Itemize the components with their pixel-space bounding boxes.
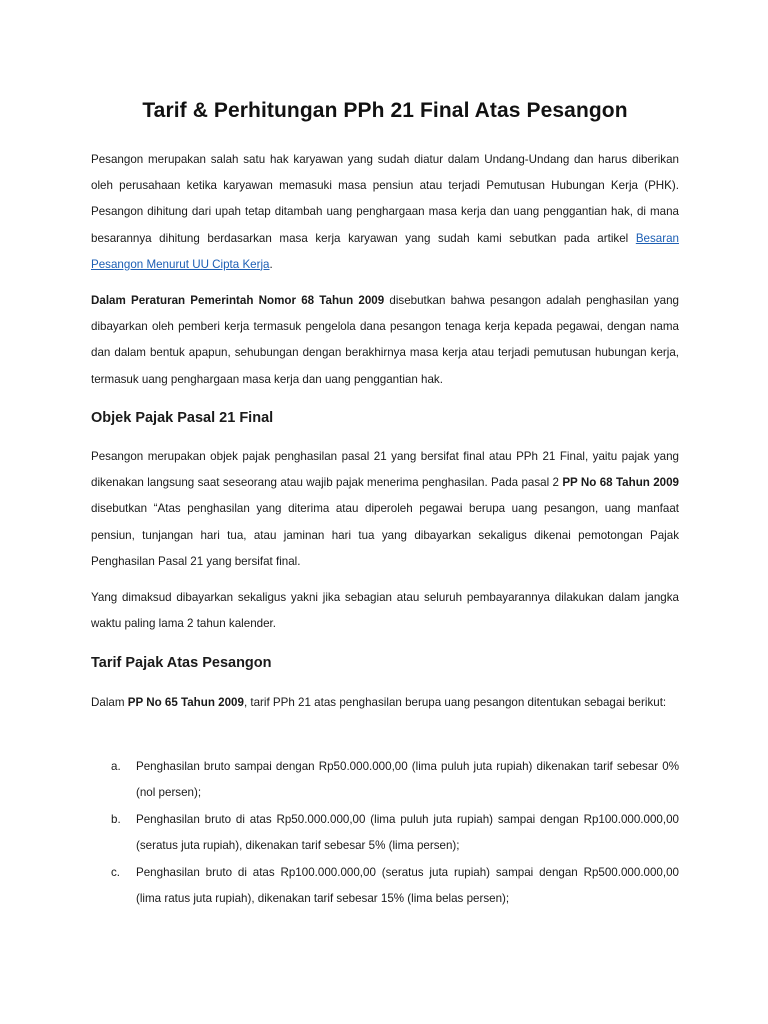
paragraph-tarif-text-2: , tarif PPh 21 atas penghasilan berupa uang pesangon ditentukan sebagai berikut: [243,696,667,709]
paragraph-definition [91,288,679,393]
regulation-reference: PP No 68 Tahun 2009 [562,476,679,490]
article-link[interactable]: Besaran Pesangon Menurut UU Cipta Kerja [91,231,679,271]
list-item [111,807,679,859]
paragraph-intro-text: Pesangon merupakan salah satu hak karyawan yang sudah diatur dalam Undang-Undang dan harus diberikan oleh perusahaan ketika karyawan memasuki masa pensiun atau terjadi Pemutusan Hubungan Kerja (PHK). Pesangon dihitung dari upah tetap ditambah uang penghargaan masa kerja dan uang penggantian hak, di mana besarannya dihitung berdasarkan masa kerja karyawan yang sudah kami sebutkan pada artikel [91,153,679,245]
list-item-text: Penghasilan bruto sampai dengan Rp50.000.000,00 (lima puluh juta rupiah) dikenakan tarif sebesar 0% (nol persen); [136,760,679,799]
paragraph-intro [91,147,679,278]
page-title: Tarif & Perhitungan PPh 21 Final Atas Pesangon [142,99,628,122]
paragraph-tarif [91,690,679,716]
tarif-list [111,754,679,913]
list-item-text: Penghasilan bruto di atas Rp100.000.000,00 (seratus juta rupiah) sampai dengan Rp500.000.000,00 (lima ratus juta rupiah), dikenakan tarif sebesar 15% (lima belas persen); [136,866,679,905]
heading-objek-pajak: Objek Pajak Pasal 21 Final [91,410,274,426]
list-marker: c. [111,866,121,879]
list-marker: a. [111,760,121,773]
list-item-text: Penghasilan bruto di atas Rp50.000.000,00 (lima puluh juta rupiah) sampai dengan Rp100.000.000,00 (seratus juta rupiah), dikenakan tarif sebesar 5% (lima persen); [136,813,679,852]
paragraph-objek [91,444,679,575]
regulation-reference: Dalam Peraturan Pemerintah Nomor 68 Tahun 2009 [91,294,385,307]
paragraph-objek-text-1: Pesangon merupakan objek pajak penghasilan pasal 21 yang bersifat final atau PPh 21 Final, yaitu pajak yang dikenakan langsung saat seseorang atau wajib pajak menerima penghasilan. Pada pasal 2 [91,450,679,490]
heading-tarif-pajak: Tarif Pajak Atas Pesangon [91,655,272,671]
paragraph-tarif-text-1: Dalam [91,696,128,709]
regulation-reference: PP No 65 Tahun 2009 [127,696,244,709]
paragraph-objek-text-2: disebutkan “Atas penghasilan yang diterima atau diperoleh pegawai berupa uang pesangon, uang manfaat pensiun, tunjangan hari tua, atau jaminan hari tua yang dibayarkan sekaligus dikenai pemotongan Pajak Penghasilan Pasal 21 yang bersifat final. [91,502,679,568]
paragraph-definition-text: disebutkan bahwa pesangon adalah penghasilan yang dibayarkan oleh pemberi kerja termasuk pengelola dana pesangon tenaga kerja kepada pegawai, dengan nama dan dalam bentuk apapun, sehubungan dengan berakhirnya masa kerja atau terjadi pemutusan hubungan kerja, termasuk uang penghargaan masa kerja dan uang penggantian hak. [91,294,679,386]
paragraph-intro-end: . [269,257,273,271]
list-item [111,860,679,912]
paragraph-sekaligus: Yang dimaksud dibayarkan sekaligus yakni jika sebagian atau seluruh pembayarannya dilakukan dalam jangka waktu paling lama 2 tahun kalender. [91,591,679,631]
list-item [111,754,679,806]
list-marker: b. [111,813,121,826]
